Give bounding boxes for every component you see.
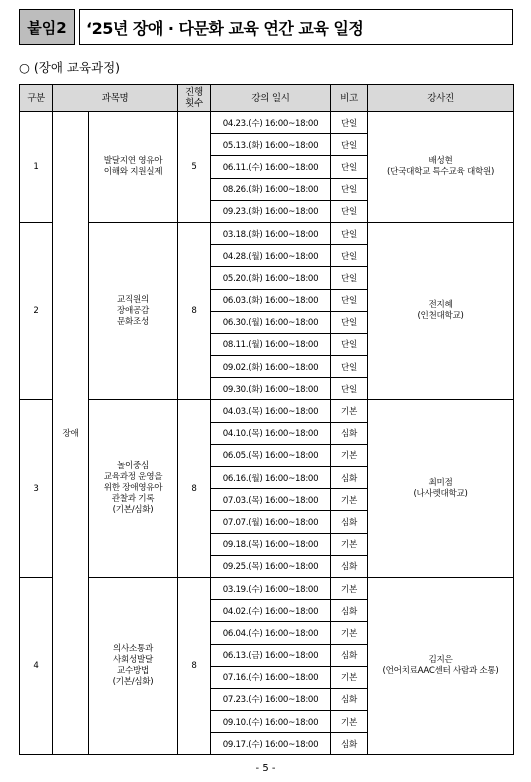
- session-datetime: 06.03.(화) 16:00~18:00: [211, 289, 331, 311]
- col-header-subject: 과목명: [53, 85, 178, 112]
- category-cell: 장애: [53, 112, 89, 755]
- session-datetime: 06.13.(금) 16:00~18:00: [211, 644, 331, 666]
- session-note: 심화: [331, 555, 368, 577]
- session-note: 단일: [331, 156, 368, 178]
- table-row: [20, 222, 514, 244]
- session-datetime: 05.13.(화) 16:00~18:00: [211, 134, 331, 156]
- document-title: ‘25년 장애 · 다문화 교육 연간 교육 일정: [79, 9, 513, 45]
- session-datetime: 06.16.(월) 16:00~18:00: [211, 467, 331, 489]
- session-note: 단일: [331, 289, 368, 311]
- session-datetime: 09.18.(목) 16:00~18:00: [211, 533, 331, 555]
- session-count: 8: [178, 577, 211, 755]
- session-datetime: 09.25.(목) 16:00~18:00: [211, 555, 331, 577]
- session-note: 심화: [331, 511, 368, 533]
- session-note: 심화: [331, 422, 368, 444]
- session-count: 8: [178, 400, 211, 578]
- table-row: [20, 577, 514, 599]
- session-note: 기본: [331, 444, 368, 466]
- session-note: 단일: [331, 311, 368, 333]
- session-datetime: 04.10.(목) 16:00~18:00: [211, 422, 331, 444]
- instructor-cell: 김지은 (언어치료AAC센터 사람과 소통): [368, 577, 514, 755]
- session-datetime: 06.05.(목) 16:00~18:00: [211, 444, 331, 466]
- session-note: 기본: [331, 666, 368, 688]
- session-datetime: 09.02.(화) 16:00~18:00: [211, 356, 331, 378]
- session-note: 단일: [331, 178, 368, 200]
- section-title: ○ (장애 교육과정): [19, 60, 121, 75]
- instructor-cell: 전지혜 (인천대학교): [368, 222, 514, 400]
- session-count: 5: [178, 112, 211, 223]
- session-note: 단일: [331, 333, 368, 355]
- session-note: 기본: [331, 400, 368, 422]
- session-note: 기본: [331, 489, 368, 511]
- session-datetime: 04.23.(수) 16:00~18:00: [211, 112, 331, 134]
- col-header-division: 구분: [20, 85, 53, 112]
- session-note: 단일: [331, 134, 368, 156]
- subject-cell: 발달지연 영유아 이해와 지원실제: [89, 112, 178, 223]
- session-datetime: 09.10.(수) 16:00~18:00: [211, 711, 331, 733]
- session-datetime: 06.11.(수) 16:00~18:00: [211, 156, 331, 178]
- session-count: 8: [178, 222, 211, 400]
- session-datetime: 04.02.(수) 16:00~18:00: [211, 600, 331, 622]
- attachment-tag: 붙임2: [19, 9, 75, 45]
- col-header-count: 진행 횟수: [178, 85, 211, 112]
- session-note: 단일: [331, 112, 368, 134]
- session-datetime: 03.19.(수) 16:00~18:00: [211, 577, 331, 599]
- session-note: 심화: [331, 688, 368, 710]
- session-datetime: 09.23.(화) 16:00~18:00: [211, 200, 331, 222]
- session-datetime: 07.16.(수) 16:00~18:00: [211, 666, 331, 688]
- session-datetime: 07.07.(월) 16:00~18:00: [211, 511, 331, 533]
- session-datetime: 08.26.(화) 16:00~18:00: [211, 178, 331, 200]
- session-note: 단일: [331, 356, 368, 378]
- group-number: 1: [20, 112, 53, 223]
- schedule-table: [19, 84, 514, 755]
- session-datetime: 04.03.(목) 16:00~18:00: [211, 400, 331, 422]
- col-header-instructor: 강사진: [368, 85, 514, 112]
- session-note: 심화: [331, 644, 368, 666]
- session-note: 단일: [331, 222, 368, 244]
- session-datetime: 07.23.(수) 16:00~18:00: [211, 688, 331, 710]
- session-note: 단일: [331, 267, 368, 289]
- session-datetime: 06.30.(월) 16:00~18:00: [211, 311, 331, 333]
- session-note: 심화: [331, 467, 368, 489]
- group-number: 2: [20, 222, 53, 400]
- subject-cell: 교직원의 장애공감 문화조성: [89, 222, 178, 400]
- subject-cell: 놀이중심 교육과정 운영을 위한 장애영유아 관찰과 기록 (기본/심화): [89, 400, 178, 578]
- col-header-datetime: 강의 일시: [211, 85, 331, 112]
- schedule-body: [20, 112, 514, 755]
- session-note: 기본: [331, 622, 368, 644]
- session-datetime: 03.18.(화) 16:00~18:00: [211, 222, 331, 244]
- page-number: - 5 -: [255, 763, 276, 774]
- subject-cell: 의사소통과 사회성발달 교수방법 (기본/심화): [89, 577, 178, 755]
- instructor-cell: 배성현 (단국대학교 특수교육 대학원): [368, 112, 514, 223]
- document-header: [19, 9, 513, 45]
- session-datetime: 09.17.(수) 16:00~18:00: [211, 733, 331, 755]
- table-row: [20, 400, 514, 422]
- session-note: 기본: [331, 577, 368, 599]
- group-number: 4: [20, 577, 53, 755]
- session-datetime: 07.03.(목) 16:00~18:00: [211, 489, 331, 511]
- instructor-cell: 최미점 (나사렛대학교): [368, 400, 514, 578]
- session-note: 기본: [331, 533, 368, 555]
- session-datetime: 04.28.(월) 16:00~18:00: [211, 245, 331, 267]
- table-header-row: [20, 85, 514, 112]
- session-note: 단일: [331, 245, 368, 267]
- group-number: 3: [20, 400, 53, 578]
- session-datetime: 06.04.(수) 16:00~18:00: [211, 622, 331, 644]
- session-note: 단일: [331, 200, 368, 222]
- session-note: 기본: [331, 711, 368, 733]
- session-note: 심화: [331, 600, 368, 622]
- session-datetime: 09.30.(화) 16:00~18:00: [211, 378, 331, 400]
- table-row: [20, 112, 514, 134]
- session-datetime: 08.11.(월) 16:00~18:00: [211, 333, 331, 355]
- session-note: 심화: [331, 733, 368, 755]
- col-header-note: 비고: [331, 85, 368, 112]
- session-note: 단일: [331, 378, 368, 400]
- session-datetime: 05.20.(화) 16:00~18:00: [211, 267, 331, 289]
